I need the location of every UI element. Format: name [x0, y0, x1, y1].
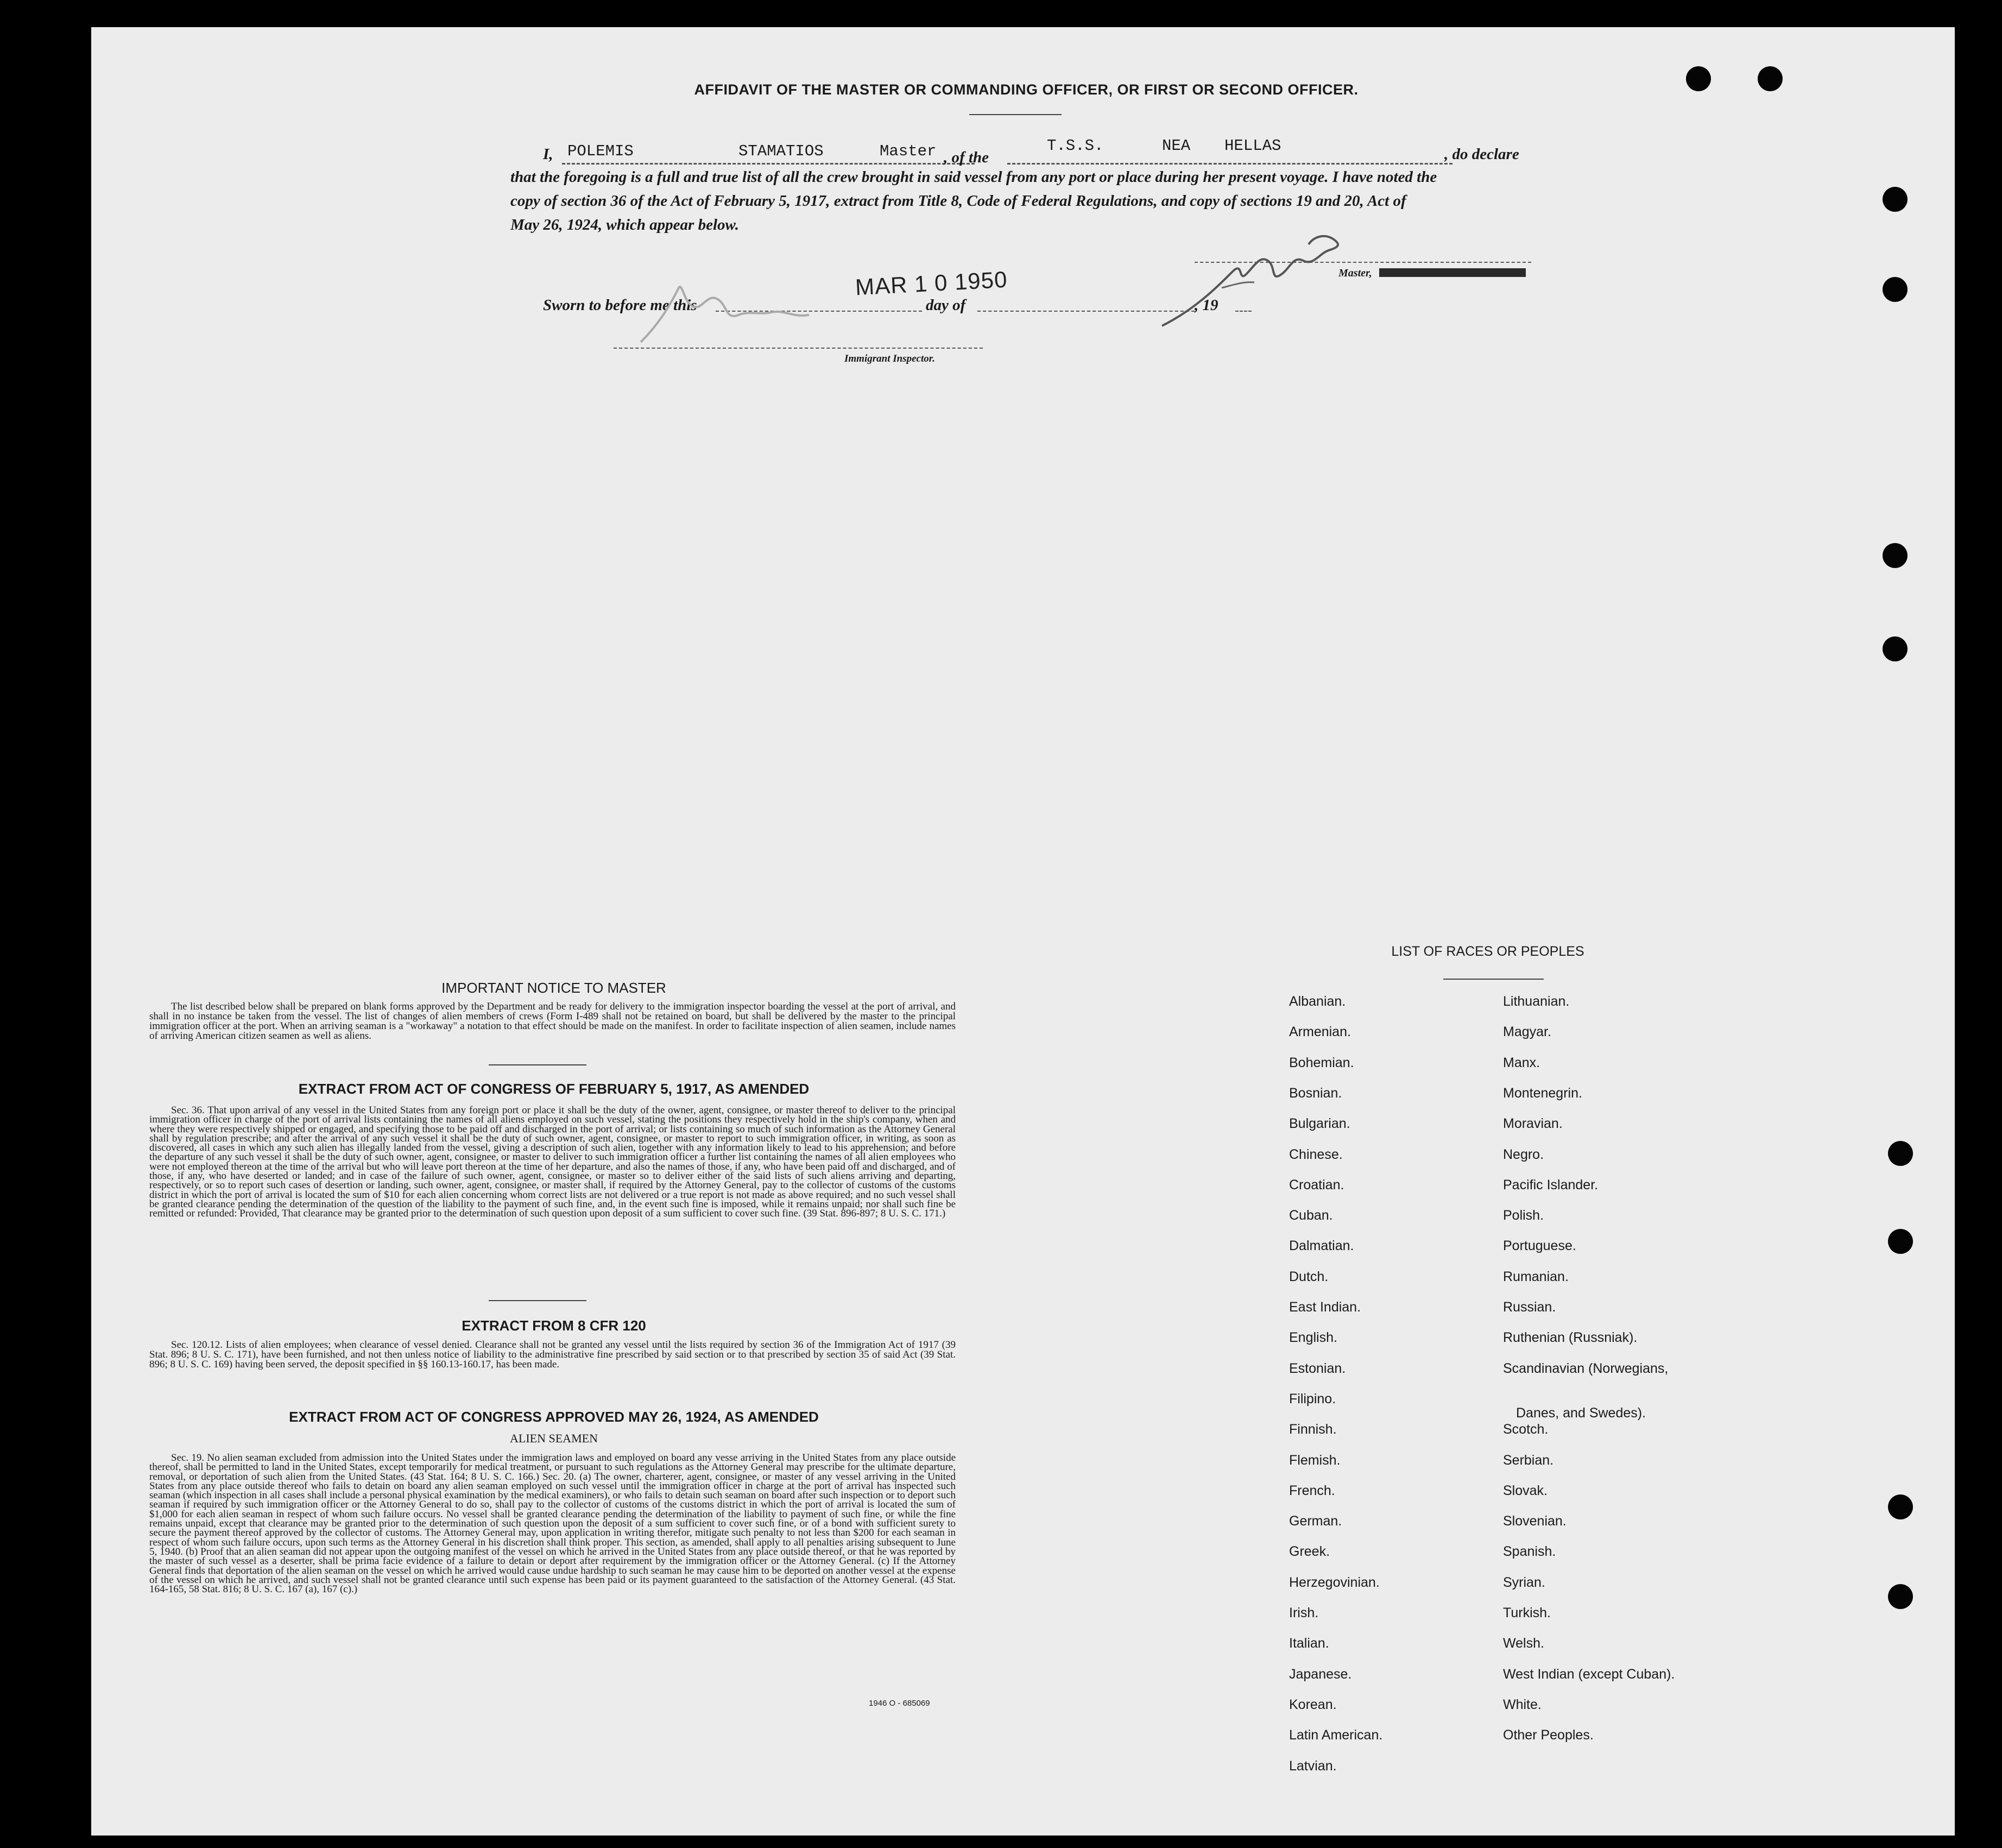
punch-hole	[1883, 543, 1908, 568]
race-item: Croatian.	[1289, 1177, 1344, 1193]
punch-hole	[1888, 1229, 1913, 1254]
do-declare-label: , do declare	[1444, 146, 1519, 163]
inspector-signature	[630, 266, 836, 348]
race-item: Rumanian.	[1503, 1269, 1569, 1284]
race-item: Korean.	[1289, 1696, 1337, 1712]
race-item: French.	[1289, 1483, 1335, 1498]
race-item: Moravian.	[1503, 1116, 1563, 1132]
race-item: Finnish.	[1289, 1422, 1337, 1437]
month-field	[977, 311, 1195, 312]
race-item: Italian.	[1289, 1636, 1329, 1651]
race-item: Dutch.	[1289, 1269, 1329, 1284]
i-label: I,	[543, 146, 553, 163]
race-item: Ruthenian (Russniak).	[1503, 1330, 1638, 1346]
race-item: Syrian.	[1503, 1574, 1545, 1590]
race-item: Latin American.	[1289, 1727, 1383, 1743]
vessel-name-2: HELLAS	[1224, 137, 1281, 155]
master-signature-label: Master,	[1338, 267, 1372, 279]
race-item: Polish.	[1503, 1208, 1544, 1223]
vessel-name-1: NEA	[1162, 137, 1191, 155]
race-item: Serbian.	[1503, 1452, 1554, 1468]
race-item: Montenegrin.	[1503, 1085, 1582, 1101]
divider	[969, 114, 1062, 115]
divider	[1443, 979, 1544, 980]
race-item: Manx.	[1503, 1055, 1540, 1070]
race-item: Japanese.	[1289, 1666, 1352, 1682]
race-item: Lithuanian.	[1503, 994, 1570, 1009]
race-item: English.	[1289, 1330, 1337, 1346]
day-of-label: day of	[926, 297, 966, 314]
punch-hole	[1686, 66, 1711, 91]
race-item: Russian.	[1503, 1300, 1556, 1315]
divider	[489, 1300, 586, 1301]
master-name-2: STAMATIOS	[738, 142, 824, 160]
race-item: German.	[1289, 1513, 1342, 1529]
race-item: Bosnian.	[1289, 1085, 1342, 1101]
race-item: Cuban.	[1289, 1208, 1333, 1223]
of-the-label: , of the	[944, 149, 989, 166]
race-item: Irish.	[1289, 1605, 1319, 1620]
struck-out-title	[1379, 268, 1526, 277]
race-item: Bohemian.	[1289, 1055, 1354, 1070]
vessel-prefix: T.S.S.	[1047, 137, 1104, 155]
divider	[489, 1064, 586, 1065]
race-item: Bulgarian.	[1289, 1116, 1350, 1132]
vessel-field	[1007, 163, 1452, 165]
affidavit-line-4: May 26, 1924, which appear below.	[510, 216, 740, 234]
race-item: Filipino.	[1289, 1391, 1336, 1407]
extract3-heading: EXTRACT FROM ACT OF CONGRESS APPROVED MAY 26, 1924, AS AMENDED	[289, 1409, 819, 1425]
races-left-column	[1289, 994, 1506, 1781]
notice-heading: IMPORTANT NOTICE TO MASTER	[441, 980, 666, 996]
punch-hole	[1888, 1584, 1913, 1609]
year-field	[1235, 311, 1252, 312]
race-item: Albanian.	[1289, 994, 1346, 1009]
race-item: Flemish.	[1289, 1452, 1341, 1468]
punch-hole	[1888, 1494, 1913, 1519]
race-item: Scandinavian (Norwegians,	[1503, 1360, 1669, 1376]
punch-hole	[1888, 1141, 1913, 1166]
race-item: Estonian.	[1289, 1360, 1346, 1376]
race-item: West Indian (except Cuban).	[1503, 1666, 1675, 1682]
race-item: Slovenian.	[1503, 1513, 1567, 1529]
affidavit-line-3: copy of section 36 of the Act of February 5, 1917, extract from Title 8, Code of Federal Regulations, and copy of sections 19 and 20, Act of	[510, 192, 1406, 210]
race-item: Spanish.	[1503, 1544, 1556, 1560]
extract1-heading: EXTRACT FROM ACT OF CONGRESS OF FEBRUARY 5, 1917, AS AMENDED	[298, 1081, 810, 1097]
race-item: Chinese.	[1289, 1146, 1343, 1162]
race-item: Other Peoples.	[1503, 1727, 1594, 1743]
race-item: Danes, and Swedes).	[1516, 1405, 1646, 1421]
affidavit-title: AFFIDAVIT OF THE MASTER OR COMMANDING OFFICER, OR FIRST OR SECOND OFFICER.	[694, 81, 1359, 98]
race-item: Portuguese.	[1503, 1238, 1576, 1254]
race-item: Armenian.	[1289, 1024, 1351, 1040]
race-item: Welsh.	[1503, 1636, 1544, 1651]
race-item: Negro.	[1503, 1146, 1544, 1162]
race-item: Scotch.	[1503, 1422, 1549, 1437]
master-signature	[1151, 223, 1347, 331]
race-item: Pacific Islander.	[1503, 1177, 1599, 1193]
race-item: Dalmatian.	[1289, 1238, 1354, 1254]
races-heading: LIST OF RACES OR PEOPLES	[1391, 944, 1584, 959]
races-right-column	[1503, 994, 1785, 1781]
master-name-field	[562, 163, 975, 165]
punch-hole	[1883, 187, 1908, 212]
rank: Master	[880, 142, 937, 160]
punch-hole	[1758, 66, 1783, 91]
race-item: Latvian.	[1289, 1758, 1337, 1774]
print-code: 1946 O - 685069	[869, 1699, 930, 1708]
inspector-signature-line	[614, 348, 983, 349]
notice-body: The list described below shall be prepared on blank forms approved by the Department and be ready for delivery to the immigration inspector boarding the vessel at the port of arrival, and shall in no instance be taken from the vessel. The list of changes of alien members of crews (Form I-489 shall not be retained on board, but shall be delivered by the master to the principal immigration officer at the port. When an arriving seaman is a "workaway" a notation to that effect should be made on the manifest. In order to facilitate inspection of alien seamen, include names of arriving American citizen seamen as well as aliens.	[149, 1001, 956, 1042]
affidavit-line-2: that the foregoing is a full and true list of all the crew brought in said vessel from any port or place during her present voyage. I have noted the	[510, 168, 1437, 186]
extract3-body: Sec. 19. No alien seaman excluded from admission into the United States under the immigration laws and employed on board any vesse arriving in the United States from any place outside thereof, shall be permitted to land in the United States, except temporarily for medical treatment, or pursuant to such regulations as the Attorney General may prescribe for the ultimate departure, removal, or deportation of such alien from the United States. (43 Stat. 164; 8 U. S. C. 166.) Sec. 20. (a) The owner, charterer, agent, consignee, or master of any vessel arriving in the United States from any place outside thereof who fails to detain on board any alien seaman employed on such vessel until the immigration officer in charge at the port of arrival has inspected such seaman (which inspection in all cases shall include a personal physical examination by the medical examiners), or who fails to detain such seaman on board after such inspection or to deport such seaman if required by such immigration officer or the Attorney General to do so, shall pay to the collector of customs of the customs district in which the port of arrival is located the sum of $1,000 for each alien seaman in respect of whom such failure occurs. No vessel shall be granted clearance pending the determination of the liability to payment of such fine, or while the fine remains unpaid, except that clearance may be granted prior to the determination of such question upon the deposit of a sum sufficient to cover such fine, or of a bond with sufficient surety to secure the payment thereof approved by the collector of customs. The Attorney General may, upon application in writing therefor, mitigate such penalty to not less than $200 for each seaman in respect of whom such failure occurs, upon such terms as the Attorney General in his discretion shall think proper. This section, as amended, shall apply to all penalties arising subsequent to June 5, 1940. (b) Proof that an alien seaman did not appear upon the outgoing manifest of the vessel on which he arrived in the United States from any place outside thereof, or that he was reported by the master of such vessel as a deserter, shall be prima facie evidence of a failure to detain or deport after requirement by the immigration officer or the Attorney General. (c) If the Attorney General finds that deportation of the alien seaman on the vessel on which he arrived would cause undue hardship to such seaman he may cause him to be deported on another vessel at the expense of the vessel on which he arrived, and such vessel shall not be granted clearance until such expense has been paid or its payment guaranteed to the satisfaction of the Attorney General. (43 Stat. 164-165, 58 Stat. 816; 8 U. S. C. 167 (a), 167 (c).)	[149, 1452, 956, 1595]
punch-hole	[1883, 636, 1908, 661]
extract2-heading: EXTRACT FROM 8 CFR 120	[462, 1317, 646, 1334]
race-item: East Indian.	[1289, 1300, 1361, 1315]
date-stamp: MAR 1 0 1950	[854, 266, 1008, 300]
inspector-label: Immigrant Inspector.	[844, 353, 935, 364]
race-item: White.	[1503, 1696, 1542, 1712]
year-prefix: , 19	[1195, 297, 1218, 314]
race-item: Herzegovinian.	[1289, 1574, 1380, 1590]
extract1-body: Sec. 36. That upon arrival of any vessel in the United States from any foreign port or place it shall be the duty of the owner, agent, consignee, or master thereof to deliver to the principal immigration officer in charge of the port of arrival lists containing the names of all aliens employed on such vessel, stating the positions they respectively hold in the ship's company, when and where they were respectively shipped or engaged, and specifying those to be paid off and discharged in the port of arrival; or lists containing so much of such information as the Attorney General shall by regulation prescribe; and after the arrival of any such vessel it shall be the duty of such owner, agent, consignee, or master to report to such immigration officer, in writing, as soon as discovered, all cases in which any such alien has illegally landed from the vessel, giving a description of such alien, together with any information likely to lead to his apprehension; and before the departure of any such vessel it shall be the duty of such owner, agent, consignee, or master to deliver to such immigration officer a further list containing the names of all alien employees who were not employed thereon at the time of the arrival but who will leave port thereon at the time of her departure, and also the names of those, if any, who have been paid off and discharged, and of those, if any, who have deserted or landed; and in case of the failure of such owner, agent, consignee, or master so to deliver either of the said lists of such aliens arriving and departing, respectively, or so to report such cases of desertion or landing, such owner, agent, consignee, or master shall, if required by the Attorney General, pay to the collector of customs of the customs district in which the port of arrival is located the sum of $10 for each alien concerning whom correct lists are not delivered or a true report is not made as above required; and no such vessel shall be granted clearance pending the determination of the question of the liability to the payment of such fine, and, in the event such fine is imposed, while it remains unpaid; nor shall such fine be remitted or refunded: Provided, That clearance may be granted prior to the determination of such question upon deposit of a sum sufficient to cover such fine. (39 Stat. 896-897; 8 U. S. C. 171.)	[149, 1105, 956, 1220]
race-item: Magyar.	[1503, 1024, 1551, 1040]
sworn-label: Sworn to before me this	[543, 297, 697, 314]
race-item: Turkish.	[1503, 1605, 1551, 1620]
master-name-1: POLEMIS	[567, 142, 634, 160]
race-item: Greek.	[1289, 1544, 1330, 1560]
extract2-body: Sec. 120.12. Lists of alien employees; when clearance of vessel denied. Clearance shall not be granted any vessel until the lists required by section 36 of the Immigration Act of 1917 (39 Stat. 896; 8 U. S. C. 171), have been furnished, and not then unless notice of liability to the administrative fine prescribed by said section or to that prescribed by section 35 of said Act (39 Stat. 896; 8 U. S. C. 169) having been served, the deposit specified in §§ 160.13-160.17, has been made.	[149, 1339, 956, 1370]
punch-hole	[1883, 277, 1908, 302]
extract3-subheading: ALIEN SEAMEN	[510, 1431, 598, 1445]
race-item: Slovak.	[1503, 1483, 1548, 1498]
